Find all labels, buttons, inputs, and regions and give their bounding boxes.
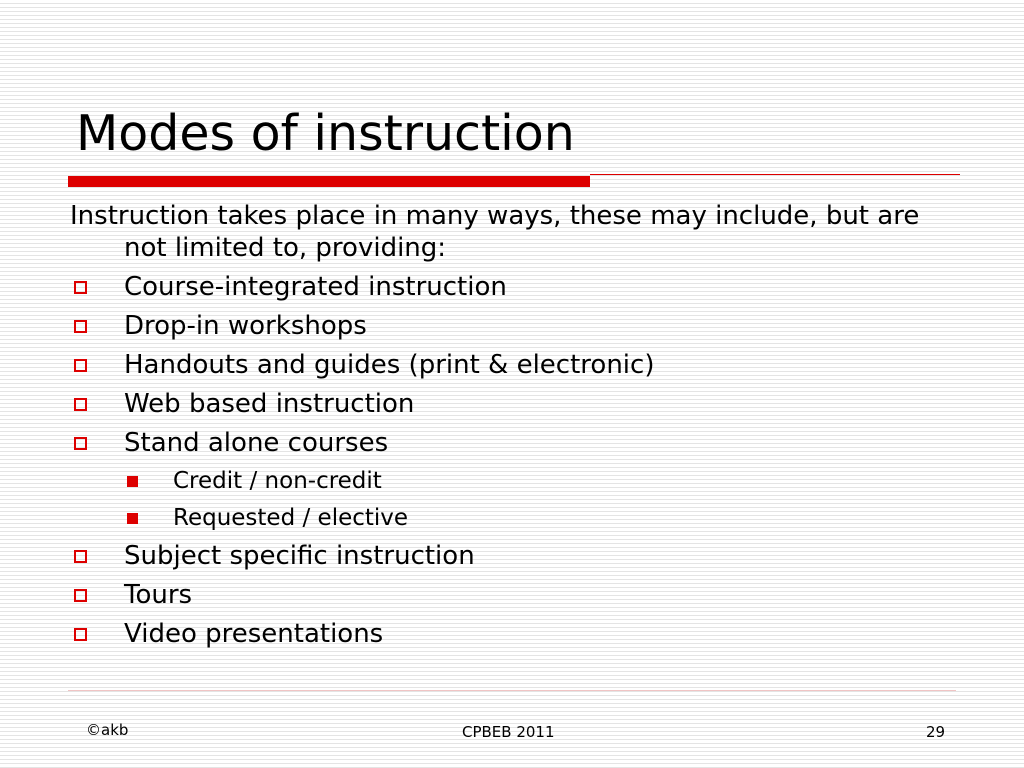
list-item-label: Stand alone courses: [124, 428, 389, 458]
list-item-label: Course-integrated instruction: [124, 272, 507, 302]
list-item: [70, 385, 960, 424]
hollow-square-bullet-icon: [74, 281, 87, 294]
list-item-label: Subject specific instruction: [124, 541, 475, 571]
list-item: [70, 424, 960, 463]
slide-title: Modes of instruction: [76, 105, 575, 162]
list-item-label: Web based instruction: [124, 389, 415, 419]
list-item: [70, 307, 960, 346]
list-item-label: Drop-in workshops: [124, 311, 367, 341]
sub-list-item-label: Credit / non-credit: [173, 468, 382, 494]
hollow-square-bullet-icon: [74, 398, 87, 411]
footer-event: CPBEB 2011: [462, 723, 555, 741]
title-accent-line: [590, 174, 960, 175]
hollow-square-bullet-icon: [74, 320, 87, 333]
sub-list-item-label: Requested / elective: [173, 505, 409, 531]
slide-body: [70, 200, 960, 654]
list-item: [70, 615, 960, 654]
title-accent-bar: [68, 176, 590, 187]
hollow-square-bullet-icon: [74, 550, 87, 563]
hollow-square-bullet-icon: [74, 589, 87, 602]
filled-square-bullet-icon: [127, 513, 138, 524]
list-item: [70, 346, 960, 385]
sub-list-item: [70, 500, 960, 537]
hollow-square-bullet-icon: [74, 628, 87, 641]
footer-divider: [68, 690, 956, 691]
hollow-square-bullet-icon: [74, 359, 87, 372]
slide-number: 29: [926, 723, 946, 741]
list-item-label: Handouts and guides (print & electronic): [124, 350, 655, 380]
footer-copyright: ©akb: [86, 721, 129, 739]
filled-square-bullet-icon: [127, 476, 138, 487]
list-item: [70, 268, 960, 307]
list-item: [70, 537, 960, 576]
intro-text: Instruction takes place in many ways, these may include, but are not limited to, providing:: [70, 201, 920, 263]
list-item-label: Video presentations: [124, 619, 384, 649]
sub-list-item: [70, 463, 960, 500]
hollow-square-bullet-icon: [74, 437, 87, 450]
list-item: [70, 576, 960, 615]
list-item-label: Tours: [124, 580, 193, 610]
